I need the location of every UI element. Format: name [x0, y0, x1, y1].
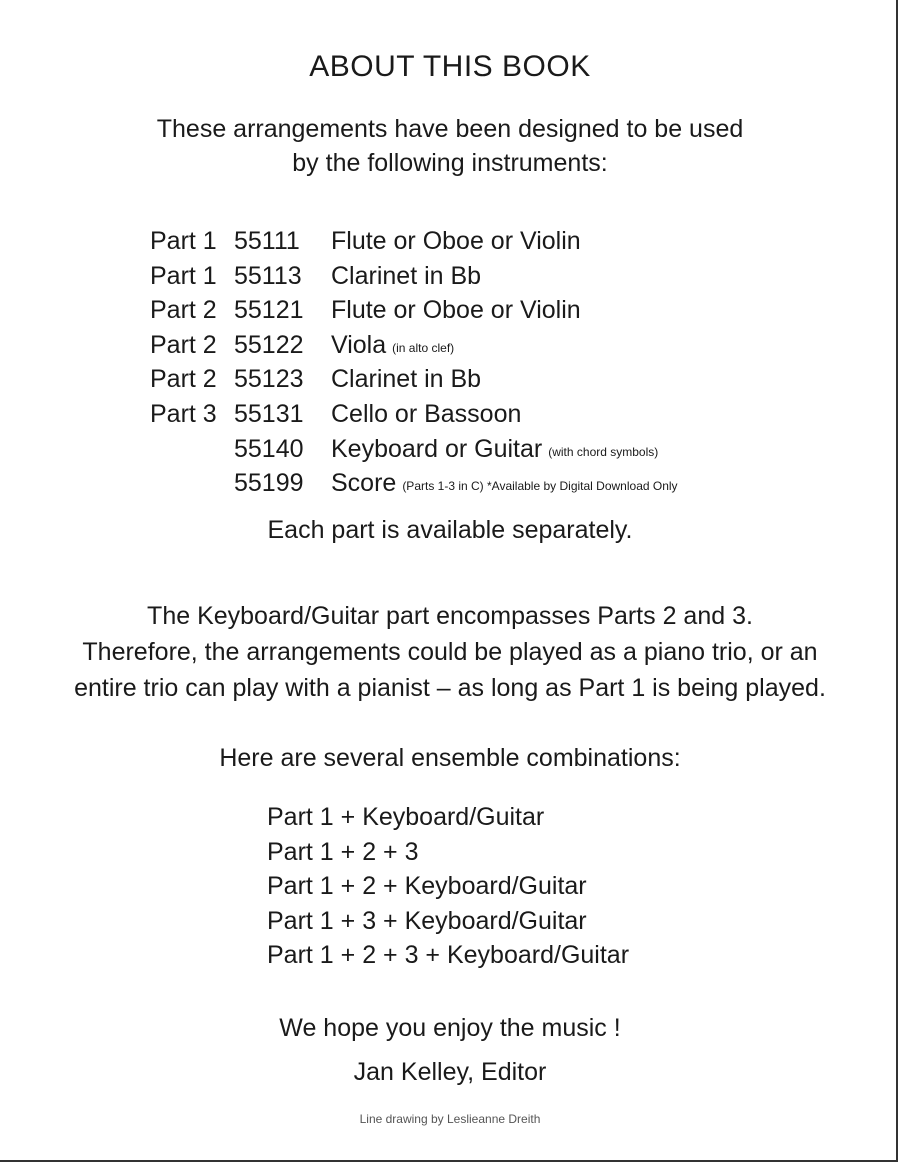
ensemble-heading: Here are several ensemble combinations:: [219, 744, 681, 772]
part-number: 55111: [234, 227, 300, 255]
closing-text: We hope you enjoy the music !: [279, 1014, 621, 1042]
part-label: Part 2: [150, 365, 217, 394]
combination-item: Part 1 + 2 + Keyboard/Guitar: [267, 872, 587, 901]
part-label: Part 2: [150, 296, 217, 325]
availability-note: Each part is available separately.: [267, 516, 633, 544]
part-number: 55140: [234, 434, 304, 463]
part-label: Part 1: [150, 261, 217, 290]
intro-line-1: These arrangements have been designed to be used: [156, 115, 744, 143]
part-instrument: [331, 397, 527, 435]
part-number: 55122: [234, 330, 304, 359]
instrument-name: Viola: [331, 330, 387, 359]
part-number: 55131: [234, 399, 304, 428]
part-instrument: [331, 259, 487, 297]
instrument-name: Keyboard or Guitar: [331, 434, 543, 463]
instrument-note: (with chord symbols): [548, 444, 659, 459]
combination-item: Part 1 + 2 + 3: [267, 837, 419, 866]
part-instrument: [331, 432, 658, 470]
intro-line-2: by the following instruments:: [292, 149, 608, 177]
illustration-credit: Line drawing by Leslieanne Dreith: [359, 1112, 541, 1126]
paragraph-line-2: Therefore, the arrangements could be played as a piano trio, or an: [82, 638, 818, 666]
part-instrument: [331, 328, 454, 366]
combinations-list: [267, 800, 629, 973]
part-instrument: [331, 466, 678, 504]
part-number: 55121: [234, 296, 304, 325]
instrument-name: Score: [331, 469, 397, 498]
keyboard-paragraph: [0, 598, 900, 706]
page-title: ABOUT THIS BOOK: [309, 50, 591, 83]
combination-item: Part 1 + 2 + 3 + Keyboard/Guitar: [267, 941, 630, 970]
part-label: Part 2: [150, 330, 217, 359]
paragraph-line-1: The Keyboard/Guitar part encompasses Parts 2 and 3.: [147, 602, 753, 630]
instrument-name: Flute or Oboe or Violin: [331, 296, 581, 325]
combination-item: Part 1 + Keyboard/Guitar: [267, 803, 545, 831]
part-number: 55123: [234, 365, 304, 394]
part-number: 55113: [234, 261, 302, 290]
instrument-name: Flute or Oboe or Violin: [331, 227, 581, 255]
instrument-name: Clarinet in Bb: [331, 261, 482, 290]
part-label: Part 3: [150, 399, 217, 428]
part-label: Part 1: [150, 227, 217, 255]
paragraph-line-3: entire trio can play with a pianist – as long as Part 1 is being played.: [74, 674, 826, 702]
editor-signature: Jan Kelley, Editor: [353, 1058, 547, 1086]
part-instrument: [331, 362, 487, 400]
instrument-name: Clarinet in Bb: [331, 365, 482, 394]
part-number: 55199: [234, 469, 304, 498]
instrument-note: (in alto clef): [392, 340, 455, 355]
part-instrument: [331, 224, 587, 262]
instrument-name: Cello or Bassoon: [331, 399, 522, 428]
instrument-note: (Parts 1-3 in C) *Available by Digital Download Only: [402, 479, 678, 494]
combination-item: Part 1 + 3 + Keyboard/Guitar: [267, 906, 587, 935]
part-instrument: [331, 293, 587, 331]
intro-text: [0, 112, 900, 180]
